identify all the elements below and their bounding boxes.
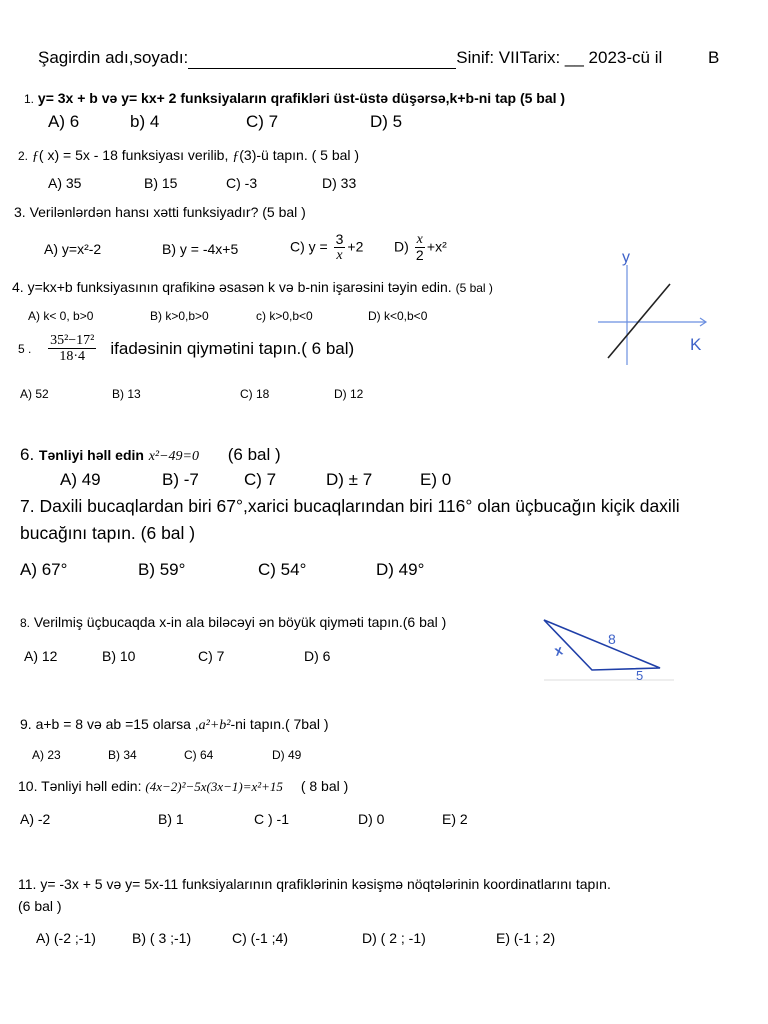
date-label: Tarix: __ 2023-cü il <box>519 48 663 67</box>
q5-number: 5 . <box>18 341 32 356</box>
q1-number: 1. <box>24 92 35 106</box>
q4-graph <box>594 240 724 370</box>
question-6 <box>20 445 281 465</box>
q6-points: (6 bal ) <box>227 445 281 464</box>
q3-d-numerator: x <box>416 232 423 247</box>
q10-option-b: B) 1 <box>158 811 184 827</box>
q1-text: y= 3x + b və y= kx+ 2 funksiyaların qrafikləri üst-üstə düşərsə,k+b-ni tap (5 bal ) <box>37 90 566 106</box>
q8-text: Verilmiş üçbucaqda x-in ala biləcəyi ən böyük qiyməti tapın.(6 bal ) <box>33 614 447 630</box>
q6-option-c: C) 7 <box>244 470 277 489</box>
q2-f1: ƒ <box>31 149 39 164</box>
q3-option-d <box>394 232 447 264</box>
q2-text-a: ( x) = 5x - 18 funksiyası verilib, <box>38 147 229 163</box>
q5-text: ifadəsinin qiymətini tapın.( 6 bal) <box>110 338 355 358</box>
q6-number: 6. <box>20 445 35 464</box>
q6-equation: x²−49=0 <box>148 449 199 464</box>
q3-option-d-post: +x² <box>426 238 447 255</box>
q8-label-8: 8 <box>608 631 616 647</box>
question-7-line-1: 7. Daxili bucaqlardan biri 67°,xarici bucaqlarından biri 116° olan üçbucağın kiçik daxili <box>20 496 680 516</box>
q3-option-c-pre: C) y = <box>290 238 328 255</box>
variant-label: B <box>708 48 720 67</box>
q3-option-a: A) y=x²-2 <box>44 241 102 257</box>
question-8 <box>20 614 446 630</box>
q4-axis-x-label: K <box>690 335 702 354</box>
q2-number: 2. <box>18 149 29 163</box>
q4-function-line <box>608 284 670 358</box>
q5-fraction <box>48 333 96 365</box>
q5-option-b: B) 13 <box>112 387 141 401</box>
q6-option-b: B) -7 <box>162 470 199 489</box>
q3-option-d-fraction <box>415 232 425 264</box>
q1-option-a: A) 6 <box>48 112 80 131</box>
q10-option-d: D) 0 <box>358 811 385 827</box>
q3-option-c-post: +2 <box>347 238 364 255</box>
question-10 <box>18 778 348 795</box>
q6-bold: Tənliyi həll edin <box>38 447 144 463</box>
q4-points: (5 bal ) <box>455 281 493 295</box>
q3-d-denominator: 2 <box>415 247 424 264</box>
q2-option-b: B) 15 <box>144 175 178 191</box>
q7-option-d: D) 49° <box>376 560 425 579</box>
q5-numerator: 35²−17² <box>50 333 95 348</box>
q3-option-d-pre: D) <box>394 238 409 255</box>
q11-option-a: A) (-2 ;-1) <box>36 930 96 946</box>
q11-option-c: C) (-1 ;4) <box>232 930 288 946</box>
header <box>38 48 662 69</box>
q10-option-a: A) -2 <box>20 811 51 827</box>
q5-option-d: D) 12 <box>334 387 364 401</box>
q3-option-c-fraction <box>334 232 346 264</box>
q5-denominator: 18·4 <box>59 349 86 365</box>
q6-option-d: D) ± 7 <box>326 470 373 489</box>
name-label: Şagirdin adı,soyadı: <box>38 48 189 67</box>
q7-option-b: B) 59° <box>138 560 186 579</box>
q4-option-c: c) k>0,b<0 <box>256 309 313 323</box>
q2-f2: ƒ <box>232 149 240 164</box>
q2-text-b: (3)-ü tapın. ( 5 bal ) <box>239 147 360 163</box>
name-blank <box>188 48 456 69</box>
q10-option-e: E) 2 <box>442 811 468 827</box>
q9-option-b: B) 34 <box>108 748 137 762</box>
q6-option-a: A) 49 <box>60 470 101 489</box>
q10-label: 10. Tənliyi həll edin: <box>18 778 142 794</box>
q1-option-c: C) 7 <box>246 112 279 131</box>
q4-option-d: D) k<0,b<0 <box>368 309 428 323</box>
question-1 <box>24 90 565 106</box>
q2-option-a: A) 35 <box>48 175 82 191</box>
q8-label-5: 5 <box>636 668 644 683</box>
q10-equation: (4x−2)²−5x(3x−1)=x²+15 <box>145 779 283 794</box>
q5-option-a: A) 52 <box>20 387 49 401</box>
q1-option-b: b) 4 <box>130 112 160 131</box>
q8-option-c: C) 7 <box>198 648 225 664</box>
q2-option-c: C) -3 <box>226 175 258 191</box>
q9-option-d: D) 49 <box>272 748 302 762</box>
class-label: Sinif: VII <box>456 48 520 67</box>
q9-text-a: 9. a+b = 8 və ab =15 olarsa , <box>20 716 199 732</box>
q8-triangle <box>544 620 660 670</box>
q9-option-c: C) 64 <box>184 748 214 762</box>
q10-option-c: C ) -1 <box>254 811 289 827</box>
q8-option-b: B) 10 <box>102 648 136 664</box>
question-11-line-1: 11. y= -3x + 5 və y= 5x-11 funksiyalarının qrafiklərinin kəsişmə nöqtələrinin koordinatlarını tapın. <box>18 876 611 892</box>
q11-option-d: D) ( 2 ; -1) <box>362 930 426 946</box>
q4-option-b: B) k>0,b>0 <box>150 309 209 323</box>
question-11-line-2: (6 bal ) <box>18 898 62 914</box>
question-4 <box>12 279 493 295</box>
q8-number: 8. <box>20 616 31 630</box>
q3-option-c <box>290 232 363 264</box>
question-7-line-2: bucağını tapın. (6 bal ) <box>20 523 196 543</box>
q9-text-b: -ni tapın.( 7bal ) <box>230 716 329 732</box>
q3-c-numerator: 3 <box>335 231 344 247</box>
q7-option-c: C) 54° <box>258 560 307 579</box>
q9-option-a: A) 23 <box>32 748 61 762</box>
q3-option-b: B) y = -4x+5 <box>162 241 239 257</box>
question-2 <box>18 147 359 165</box>
q8-option-a: A) 12 <box>24 648 58 664</box>
q8-triangle-figure <box>536 608 676 698</box>
q10-points: ( 8 bal ) <box>300 778 349 794</box>
q4-axis-y-label: y <box>622 249 630 266</box>
q1-option-d: D) 5 <box>370 112 403 131</box>
q11-option-e: E) (-1 ; 2) <box>496 930 556 946</box>
q4-text: 4. y=kx+b funksiyasının qrafikinə əsasən k və b-nin işarəsini təyin edin. <box>12 279 452 295</box>
q3-c-denominator: x <box>336 248 343 264</box>
q6-option-e: E) 0 <box>420 470 452 489</box>
q8-label-x: x <box>552 641 565 659</box>
question-3: 3. Verilənlərdən hansı xətti funksiyadır? (5 bal ) <box>14 204 306 220</box>
q2-option-d: D) 33 <box>322 175 357 191</box>
q8-option-d: D) 6 <box>304 648 331 664</box>
q9-expression: a²+b² <box>198 718 231 733</box>
q5-option-c: C) 18 <box>240 387 270 401</box>
q11-option-b: B) ( 3 ;-1) <box>132 930 192 946</box>
q4-option-a: A) k< 0, b>0 <box>28 309 94 323</box>
question-9 <box>20 716 329 734</box>
question-5 <box>18 333 354 365</box>
q7-option-a: A) 67° <box>20 560 68 579</box>
